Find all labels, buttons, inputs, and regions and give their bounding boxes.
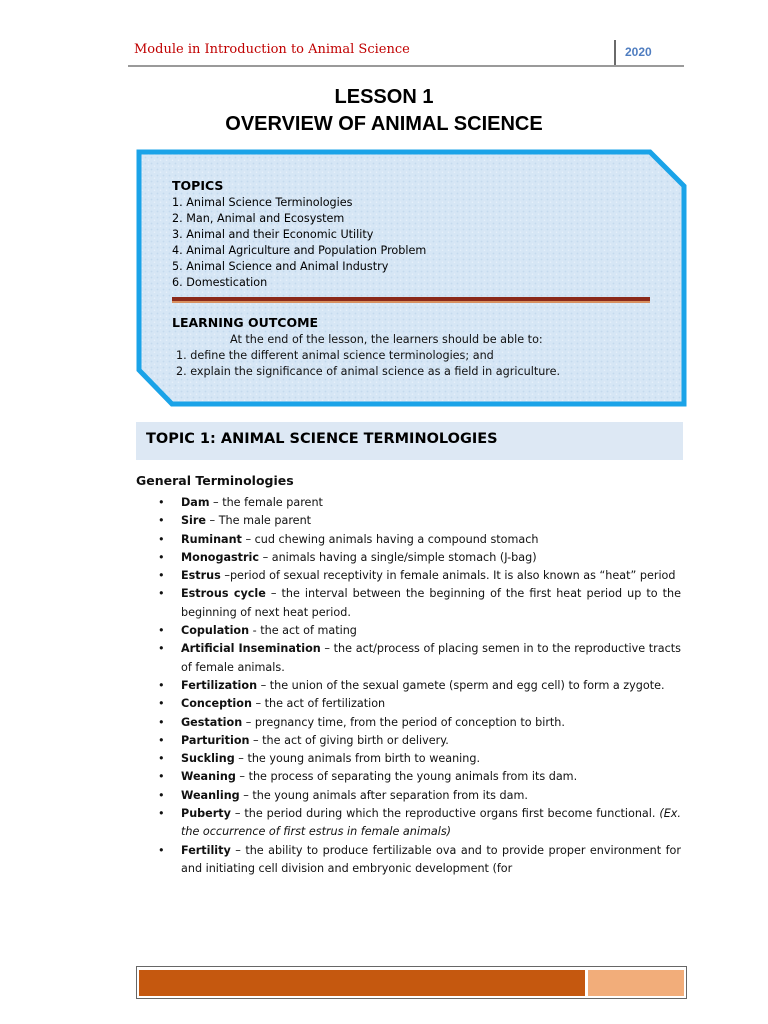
term-item xyxy=(136,622,681,640)
term-definition: – the ability to produce fertilizable ova and to provide proper environment for and initiating cell division and embryonic development (for xyxy=(181,843,681,875)
bullet-icon: • xyxy=(158,514,165,528)
module-title: Module in Introduction to Animal Science xyxy=(134,42,410,57)
topics-box xyxy=(172,178,652,380)
term-name: Gestation xyxy=(181,715,243,729)
bullet-icon: • xyxy=(158,770,165,784)
topic-banner xyxy=(136,422,683,460)
term-definition: – the female parent xyxy=(209,496,323,509)
term-definition: – pregnancy time, from the period of conception to birth. xyxy=(242,715,565,729)
term-definition: – the young animals after separation from its dam. xyxy=(239,788,528,802)
term-name: Estrus xyxy=(181,569,221,583)
term-item xyxy=(136,787,681,805)
bullet-icon: • xyxy=(158,715,165,729)
term-item xyxy=(136,549,681,567)
bullet-icon: • xyxy=(158,807,165,821)
lesson-title: OVERVIEW OF ANIMAL SCIENCE xyxy=(225,113,543,135)
term-definition: – the union of the sexual gamete (sperm and egg cell) to form a zygote. xyxy=(257,678,665,692)
term-name: Suckling xyxy=(181,752,235,766)
learning-outcome-item: 1. define the different animal science terminologies; and xyxy=(176,349,494,362)
term-definition: – The male parent xyxy=(206,514,312,528)
bullet-icon: • xyxy=(158,587,165,601)
term-item xyxy=(136,805,681,842)
bullet-icon: • xyxy=(158,752,165,766)
term-name: Ruminant xyxy=(181,532,242,546)
section-divider xyxy=(172,297,650,303)
bullet-icon: • xyxy=(158,678,165,692)
term-item xyxy=(136,585,681,622)
topic-item: 3. Animal and their Economic Utility xyxy=(172,228,374,241)
bullet-icon: • xyxy=(158,788,165,802)
term-name: Copulation xyxy=(181,624,250,638)
term-definition: – the interval between the beginning of the first heat period up to the beginning of next heat period. xyxy=(181,587,681,619)
term-item xyxy=(136,695,681,713)
learning-outcome-heading: LEARNING OUTCOME xyxy=(172,315,319,330)
topics-heading: TOPICS xyxy=(172,178,224,193)
term-item xyxy=(136,714,681,732)
term-name: Monogastric xyxy=(181,550,260,564)
topic-item: 5. Animal Science and Animal Industry xyxy=(172,260,389,273)
term-name: Weaning xyxy=(181,770,236,784)
lesson-number: LESSON 1 xyxy=(334,86,434,108)
term-definition: – the act/process of placing semen in to the reproductive tracts of female animals. xyxy=(181,642,682,674)
topic-item: 6. Domestication xyxy=(172,276,268,289)
topic-item: 2. Man, Animal and Ecosystem xyxy=(172,212,345,225)
term-definition: – cud chewing animals having a compound stomach xyxy=(241,532,539,546)
term-definition: - the act of mating xyxy=(249,624,357,638)
footer-bar-main xyxy=(139,970,585,996)
term-name: Fertilization xyxy=(181,678,258,692)
term-example: (Ex. the occurrence of first estrus in female animals) xyxy=(181,807,681,839)
term-item xyxy=(136,567,681,585)
term-definition: – the act of giving birth or delivery. xyxy=(249,733,449,747)
learning-outcome-item: 2. explain the significance of animal science as a field in agriculture. xyxy=(176,365,561,378)
term-name: Conception xyxy=(181,697,252,711)
section-heading: General Terminologies xyxy=(136,473,294,488)
topic-item: 4. Animal Agriculture and Population Problem xyxy=(172,244,427,257)
bullet-icon: • xyxy=(158,569,165,583)
bullet-icon: • xyxy=(158,532,165,546)
term-definition: – animals having a single/simple stomach (J-bag) xyxy=(259,550,537,564)
term-item xyxy=(136,842,681,879)
term-name: Fertility xyxy=(181,843,231,857)
terminology-list xyxy=(136,494,681,878)
term-item xyxy=(136,768,681,786)
learning-outcome-intro: At the end of the lesson, the learners should be able to: xyxy=(230,333,543,346)
term-item xyxy=(136,494,681,512)
term-item xyxy=(136,677,681,695)
term-definition: –period of sexual receptivity in female animals. It is also known as “heat” period xyxy=(220,569,676,583)
term-item xyxy=(136,512,681,530)
term-name: Weanling xyxy=(181,788,240,802)
term-name: Parturition xyxy=(181,733,250,747)
term-item xyxy=(136,750,681,768)
term-definition: – the period during which the reproductive organs first become functional. xyxy=(230,807,660,821)
term-item xyxy=(136,732,681,750)
bullet-icon: • xyxy=(158,496,165,509)
topic-banner-title: TOPIC 1: ANIMAL SCIENCE TERMINOLOGIES xyxy=(146,431,498,447)
bullet-icon: • xyxy=(158,697,165,711)
bullet-icon: • xyxy=(158,550,165,564)
bullet-icon: • xyxy=(158,624,165,638)
footer-bar-accent xyxy=(588,970,684,996)
bullet-icon: • xyxy=(158,642,165,656)
term-item xyxy=(136,531,681,549)
bullet-icon: • xyxy=(158,733,165,747)
bullet-icon: • xyxy=(158,843,165,857)
term-definition: – the young animals from birth to weaning. xyxy=(234,752,481,766)
topic-item: 1. Animal Science Terminologies xyxy=(172,196,353,209)
term-item xyxy=(136,640,681,677)
term-name: Puberty xyxy=(181,807,231,821)
term-definition: – the process of separating the young animals from its dam. xyxy=(235,770,578,784)
term-name: Artificial Insemination xyxy=(181,642,321,656)
term-name: Dam xyxy=(181,496,210,509)
term-definition: – the act of fertilization xyxy=(251,697,386,711)
header-year: 2020 xyxy=(625,45,652,59)
term-name: Sire xyxy=(181,514,206,528)
term-name: Estrous cycle xyxy=(181,587,266,601)
